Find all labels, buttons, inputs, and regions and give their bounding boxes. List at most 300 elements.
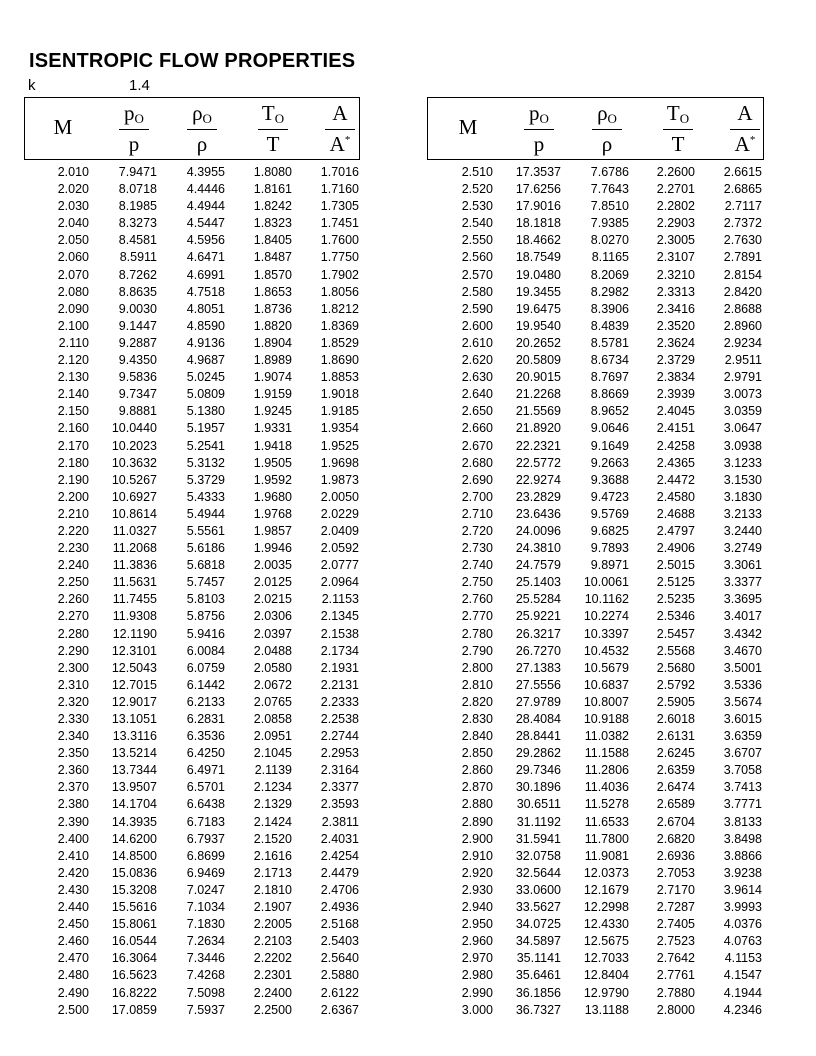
table-row [400, 796, 816, 813]
pressure-ratio-cell: 20.5809 [515, 353, 561, 368]
mach-cell: 2.550 [461, 233, 493, 248]
density-ratio-cell: 11.4036 [584, 780, 629, 795]
mach-cell: 2.120 [57, 353, 89, 368]
header-pressure-numerator: $p_O$ [529, 101, 549, 126]
area-ratio-cell: 1.8529 [320, 335, 359, 350]
mach-cell: 2.060 [57, 250, 89, 265]
header-temperature-numerator: $T_O$ [666, 101, 690, 126]
area-ratio-cell: 2.0964 [320, 575, 359, 590]
table-row [0, 728, 400, 745]
pressure-ratio-cell: 29.2862 [515, 746, 561, 761]
mach-cell: 2.990 [461, 985, 493, 1000]
temperature-ratio-cell: 2.1234 [253, 780, 292, 795]
mach-cell: 2.100 [57, 318, 89, 333]
area-ratio-cell: 3.2440 [723, 523, 762, 538]
pressure-ratio-cell: 8.5911 [119, 250, 157, 265]
temperature-ratio-cell: 1.8242 [253, 199, 292, 214]
header-density-denominator: ρ [196, 132, 208, 156]
density-ratio-cell: 8.0270 [590, 233, 629, 248]
mach-cell: 2.180 [57, 455, 89, 470]
mach-cell: 2.070 [57, 267, 89, 282]
header-area-ratio [730, 98, 760, 159]
area-ratio-cell: 3.1830 [723, 489, 762, 504]
table-row [0, 506, 400, 523]
pressure-ratio-cell: 18.4662 [515, 233, 561, 248]
mach-cell: 2.210 [57, 506, 89, 521]
mach-cell: 2.930 [461, 882, 493, 897]
temperature-ratio-cell: 2.2103 [253, 934, 292, 949]
k-value: 1.4 [129, 77, 150, 94]
mach-cell: 2.330 [57, 712, 89, 726]
table-row [0, 608, 400, 625]
table-row [0, 540, 400, 557]
area-ratio-cell: 4.0376 [723, 917, 762, 932]
temperature-ratio-cell: 2.5680 [656, 660, 695, 675]
area-ratio-cell: 3.5674 [723, 694, 762, 709]
pressure-ratio-cell: 12.5043 [111, 660, 157, 675]
temperature-ratio-cell: 1.8405 [253, 233, 292, 248]
area-ratio-cell: 2.1931 [320, 660, 359, 675]
pressure-ratio-cell: 19.0480 [515, 267, 561, 282]
header-pressure-numerator: $p_O$ [124, 101, 144, 126]
temperature-ratio-cell: 2.3107 [656, 250, 695, 265]
temperature-ratio-cell: 2.4906 [656, 541, 695, 556]
temperature-ratio-cell: 2.4580 [656, 489, 695, 504]
mach-cell: 2.480 [57, 968, 89, 983]
temperature-ratio-cell: 2.3313 [656, 284, 695, 299]
temperature-ratio-cell: 2.2202 [253, 951, 292, 966]
density-ratio-cell: 7.0247 [186, 882, 225, 897]
mach-cell: 2.880 [461, 797, 493, 812]
temperature-ratio-cell: 1.8904 [253, 335, 292, 350]
pressure-ratio-cell: 21.8920 [515, 421, 561, 436]
density-ratio-cell: 4.8590 [186, 318, 225, 333]
density-ratio-cell: 5.0809 [186, 387, 225, 402]
pressure-ratio-cell: 26.7270 [515, 643, 561, 658]
density-ratio-cell: 12.9790 [583, 985, 629, 1000]
temperature-ratio-cell: 2.0765 [253, 694, 292, 709]
area-ratio-cell: 2.8960 [723, 318, 762, 333]
pressure-ratio-cell: 9.5836 [118, 370, 157, 385]
table-row [0, 899, 400, 916]
temperature-ratio-cell: 2.2301 [253, 968, 292, 983]
temperature-ratio-cell: 1.9768 [253, 506, 292, 521]
table-row [0, 232, 400, 249]
mach-cell: 2.250 [57, 575, 89, 590]
table-row [400, 882, 816, 899]
pressure-ratio-cell: 15.3208 [111, 882, 157, 897]
table-row [400, 420, 816, 437]
temperature-ratio-cell: 2.3005 [656, 233, 695, 248]
temperature-ratio-cell: 2.1139 [254, 763, 292, 778]
table-row [400, 455, 816, 472]
mach-cell: 2.200 [57, 489, 89, 504]
mach-cell: 2.920 [461, 865, 493, 880]
table-row [400, 608, 816, 625]
temperature-ratio-cell: 2.1907 [253, 900, 292, 915]
table-row [400, 831, 816, 848]
density-ratio-cell: 10.6837 [583, 677, 629, 692]
pressure-ratio-cell: 10.8614 [111, 506, 157, 521]
temperature-ratio-cell: 2.4258 [656, 438, 695, 453]
header-area-denominator: A* [734, 132, 756, 156]
table-row [400, 591, 816, 608]
header-temperature-ratio [258, 98, 288, 159]
header-pressure-denominator: p [533, 132, 545, 156]
density-ratio-cell: 12.4330 [583, 917, 629, 932]
mach-cell: 2.520 [461, 182, 493, 197]
table-row [0, 660, 400, 677]
temperature-ratio-cell: 2.2500 [253, 1002, 292, 1017]
mach-cell: 2.450 [57, 917, 89, 932]
temperature-ratio-cell: 1.9245 [253, 404, 292, 419]
table-row [0, 745, 400, 762]
density-ratio-cell: 8.2982 [590, 284, 629, 299]
temperature-ratio-cell: 2.0215 [253, 592, 292, 607]
mach-cell: 2.150 [57, 404, 89, 419]
area-ratio-cell: 2.9511 [724, 353, 762, 368]
area-ratio-cell: 1.7160 [320, 182, 359, 197]
density-ratio-cell: 9.8971 [590, 558, 629, 573]
density-ratio-cell: 7.1034 [186, 900, 225, 915]
area-ratio-cell: 2.0409 [320, 523, 359, 538]
table-row [0, 198, 400, 215]
mach-cell: 2.960 [461, 934, 493, 949]
area-ratio-cell: 3.1530 [723, 472, 762, 487]
fraction-bar [524, 129, 554, 130]
temperature-ratio-cell: 2.3729 [656, 353, 695, 368]
pressure-ratio-cell: 34.5897 [515, 934, 561, 949]
mach-cell: 2.380 [57, 797, 89, 812]
temperature-ratio-cell: 2.6936 [656, 848, 695, 863]
area-ratio-cell: 1.7016 [320, 165, 359, 179]
density-ratio-cell: 10.8007 [583, 694, 629, 709]
area-ratio-cell: 2.9234 [723, 335, 762, 350]
fraction-bar [592, 129, 622, 130]
table-row [0, 796, 400, 813]
temperature-ratio-cell: 2.1810 [253, 882, 292, 897]
table-row [0, 369, 400, 386]
density-ratio-cell: 5.6186 [186, 541, 225, 556]
mach-cell: 2.910 [461, 848, 493, 863]
table-row [400, 335, 816, 352]
density-ratio-cell: 7.3446 [186, 951, 225, 966]
table-row [0, 967, 400, 984]
pressure-ratio-cell: 9.4350 [118, 353, 157, 368]
mach-cell: 2.830 [461, 712, 493, 726]
mach-cell: 2.850 [461, 746, 493, 761]
area-ratio-cell: 3.8866 [723, 848, 762, 863]
pressure-ratio-cell: 11.5631 [112, 575, 157, 590]
area-ratio-cell: 2.4479 [320, 865, 359, 880]
temperature-ratio-cell: 2.0125 [253, 575, 292, 590]
table-row [400, 164, 816, 181]
area-ratio-cell: 1.7750 [320, 250, 359, 265]
table-row [0, 438, 400, 455]
density-ratio-cell: 9.1649 [590, 438, 629, 453]
pressure-ratio-cell: 9.8881 [118, 404, 157, 419]
area-ratio-cell: 2.6122 [320, 985, 359, 1000]
density-ratio-cell: 4.6991 [186, 267, 225, 282]
mach-cell: 2.320 [57, 694, 89, 709]
pressure-ratio-cell: 12.9017 [111, 694, 157, 709]
table-row [400, 865, 816, 882]
density-ratio-cell: 5.8103 [186, 592, 225, 607]
pressure-ratio-cell: 14.6200 [111, 831, 157, 846]
mach-cell: 2.810 [461, 677, 493, 692]
area-ratio-cell: 2.5640 [320, 951, 359, 966]
area-ratio-cell: 2.0050 [320, 489, 359, 504]
density-ratio-cell: 4.4446 [186, 182, 225, 197]
table-row [400, 249, 816, 266]
pressure-ratio-cell: 11.7455 [112, 592, 157, 607]
temperature-ratio-cell: 2.3210 [656, 267, 695, 282]
fraction-bar [730, 129, 760, 130]
density-ratio-cell: 8.5781 [590, 335, 629, 350]
mach-cell: 2.080 [57, 284, 89, 299]
temperature-ratio-cell: 2.2903 [656, 216, 695, 231]
mach-cell: 2.270 [57, 609, 89, 624]
area-ratio-cell: 2.2744 [320, 729, 359, 744]
mach-cell: 2.630 [461, 370, 493, 385]
area-ratio-cell: 2.3811 [321, 814, 359, 829]
table-row [0, 848, 400, 865]
temperature-ratio-cell: 2.2701 [656, 182, 695, 197]
area-ratio-cell: 2.3593 [320, 797, 359, 812]
temperature-ratio-cell: 2.7880 [656, 985, 695, 1000]
mach-cell: 2.160 [57, 421, 89, 436]
density-ratio-cell: 10.0061 [583, 575, 629, 590]
temperature-ratio-cell: 2.6131 [656, 729, 695, 744]
temperature-ratio-cell: 2.6704 [656, 814, 695, 829]
mach-cell: 2.490 [57, 985, 89, 1000]
pressure-ratio-cell: 31.1192 [516, 814, 561, 829]
pressure-ratio-cell: 17.0859 [111, 1002, 157, 1017]
table-row [0, 472, 400, 489]
table-row [0, 557, 400, 574]
table-row [0, 301, 400, 318]
temperature-ratio-cell: 2.4688 [656, 506, 695, 521]
mach-cell: 2.350 [57, 746, 89, 761]
density-ratio-cell: 8.1165 [591, 250, 629, 265]
temperature-ratio-cell: 2.0672 [253, 677, 292, 692]
pressure-ratio-cell: 25.1403 [515, 575, 561, 590]
temperature-ratio-cell: 2.2802 [656, 199, 695, 214]
pressure-ratio-cell: 15.5616 [111, 900, 157, 915]
pressure-ratio-cell: 19.9540 [515, 318, 561, 333]
temperature-ratio-cell: 1.9331 [253, 421, 292, 436]
area-ratio-cell: 2.5880 [320, 968, 359, 983]
table-row [400, 386, 816, 403]
header-pressure-ratio [524, 98, 554, 159]
area-ratio-cell: 4.1153 [724, 951, 762, 966]
pressure-ratio-cell: 10.2023 [111, 438, 157, 453]
table-row [400, 814, 816, 831]
header-temperature-denominator: T [671, 132, 685, 156]
density-ratio-cell: 11.9081 [584, 848, 629, 863]
mach-cell: 2.780 [461, 626, 493, 641]
mach-cell: 2.500 [57, 1002, 89, 1017]
density-ratio-cell: 6.0759 [186, 660, 225, 675]
fraction-bar [325, 129, 355, 130]
pressure-ratio-cell: 25.5284 [515, 592, 561, 607]
pressure-ratio-cell: 21.2268 [515, 387, 561, 402]
area-ratio-cell: 3.6015 [723, 712, 762, 726]
area-ratio-cell: 2.8688 [723, 301, 762, 316]
table-row [400, 267, 816, 284]
area-ratio-cell: 1.7600 [320, 233, 359, 248]
temperature-ratio-cell: 2.4797 [656, 523, 695, 538]
table-row [400, 472, 816, 489]
mach-cell: 2.110 [58, 335, 89, 350]
table-row [0, 694, 400, 711]
pressure-ratio-cell: 13.9507 [111, 780, 157, 795]
pressure-ratio-cell: 28.4084 [515, 712, 561, 726]
area-ratio-cell: 3.2749 [723, 541, 762, 556]
mach-cell: 2.390 [57, 814, 89, 829]
table-row [400, 215, 816, 232]
temperature-ratio-cell: 2.2005 [253, 917, 292, 932]
mach-cell: 2.610 [461, 335, 493, 350]
table-row [400, 284, 816, 301]
table-row [0, 455, 400, 472]
area-ratio-cell: 3.7058 [723, 763, 762, 778]
table-row [0, 1002, 400, 1019]
right-table-body [400, 164, 816, 1019]
page-title: ISENTROPIC FLOW PROPERTIES [29, 50, 356, 72]
area-ratio-cell: 2.4936 [320, 900, 359, 915]
area-ratio-cell: 2.4706 [320, 882, 359, 897]
area-ratio-cell: 2.2333 [320, 694, 359, 709]
table-row [400, 506, 816, 523]
area-ratio-cell: 2.2953 [320, 746, 359, 761]
pressure-ratio-cell: 17.3537 [515, 165, 561, 179]
mach-cell: 2.370 [57, 780, 89, 795]
header-temperature-denominator: T [266, 132, 280, 156]
area-ratio-cell: 2.0592 [320, 541, 359, 556]
pressure-ratio-cell: 19.3455 [515, 284, 561, 299]
density-ratio-cell: 7.2634 [186, 934, 225, 949]
density-ratio-cell: 6.4971 [186, 763, 225, 778]
area-ratio-cell: 2.0229 [320, 506, 359, 521]
table-row [0, 643, 400, 660]
table-row [400, 848, 816, 865]
area-ratio-cell: 3.3695 [723, 592, 762, 607]
table-row [400, 489, 816, 506]
density-ratio-cell: 7.5937 [186, 1002, 225, 1017]
density-ratio-cell: 8.7697 [590, 370, 629, 385]
density-ratio-cell: 5.6818 [186, 558, 225, 573]
area-ratio-cell: 2.5403 [320, 934, 359, 949]
pressure-ratio-cell: 22.9274 [515, 472, 561, 487]
density-ratio-cell: 5.1380 [186, 404, 225, 419]
temperature-ratio-cell: 2.1520 [253, 831, 292, 846]
temperature-ratio-cell: 2.3624 [656, 335, 695, 350]
mach-cell: 2.360 [57, 763, 89, 778]
table-row [0, 865, 400, 882]
table-row [0, 711, 400, 728]
pressure-ratio-cell: 18.1818 [515, 216, 561, 231]
area-ratio-cell: 3.0938 [723, 438, 762, 453]
pressure-ratio-cell: 16.5623 [111, 968, 157, 983]
table-row [0, 950, 400, 967]
density-ratio-cell: 10.9188 [583, 712, 629, 726]
density-ratio-cell: 5.7457 [186, 575, 225, 590]
pressure-ratio-cell: 31.5941 [515, 831, 561, 846]
density-ratio-cell: 7.7643 [590, 182, 629, 197]
table-row [0, 626, 400, 643]
temperature-ratio-cell: 1.8736 [253, 301, 292, 316]
area-ratio-cell: 1.7305 [320, 199, 359, 214]
mach-cell: 2.750 [461, 575, 493, 590]
mach-cell: 2.640 [461, 387, 493, 402]
density-ratio-cell: 6.7183 [186, 814, 225, 829]
density-ratio-cell: 11.1588 [584, 746, 629, 761]
mach-cell: 2.840 [461, 729, 493, 744]
mach-cell: 2.090 [57, 301, 89, 316]
area-ratio-cell: 1.8056 [320, 284, 359, 299]
pressure-ratio-cell: 27.9789 [515, 694, 561, 709]
area-ratio-cell: 2.2131 [320, 677, 359, 692]
header-mach [450, 98, 486, 159]
pressure-ratio-cell: 26.3217 [515, 626, 561, 641]
temperature-ratio-cell: 2.7053 [656, 865, 695, 880]
density-ratio-cell: 9.2663 [590, 455, 629, 470]
density-ratio-cell: 5.5561 [186, 523, 225, 538]
temperature-ratio-cell: 2.4045 [656, 404, 695, 419]
area-ratio-cell: 2.7891 [723, 250, 762, 265]
table-row [400, 626, 816, 643]
header-temperature-numerator: $T_O$ [261, 101, 285, 126]
density-ratio-cell: 6.5701 [186, 780, 225, 795]
pressure-ratio-cell: 17.6256 [515, 182, 561, 197]
table-row [0, 249, 400, 266]
temperature-ratio-cell: 2.4151 [656, 421, 695, 436]
pressure-ratio-cell: 14.1704 [111, 797, 157, 812]
density-ratio-cell: 6.1442 [186, 677, 225, 692]
area-ratio-cell: 2.6865 [723, 182, 762, 197]
area-ratio-cell: 3.2133 [723, 506, 762, 521]
area-ratio-cell: 2.1538 [320, 626, 359, 641]
left-table-body [0, 164, 400, 1019]
mach-cell: 2.190 [57, 472, 89, 487]
density-ratio-cell: 5.4333 [186, 489, 225, 504]
table-row [0, 318, 400, 335]
header-area-numerator: A [332, 101, 348, 125]
pressure-ratio-cell: 11.2068 [112, 541, 157, 556]
table-row [400, 933, 816, 950]
temperature-ratio-cell: 2.2600 [656, 165, 695, 179]
header-density-numerator: $\rho_O$ [597, 101, 617, 126]
table-row [400, 899, 816, 916]
pressure-ratio-cell: 25.9221 [515, 609, 561, 624]
mach-cell: 2.470 [57, 951, 89, 966]
temperature-ratio-cell: 1.8820 [253, 318, 292, 333]
density-ratio-cell: 4.9136 [186, 335, 225, 350]
mach-cell: 2.440 [57, 900, 89, 915]
pressure-ratio-cell: 18.7549 [515, 250, 561, 265]
pressure-ratio-cell: 35.6461 [515, 968, 561, 983]
mach-cell: 2.870 [461, 780, 493, 795]
table-row [0, 403, 400, 420]
pressure-ratio-cell: 21.5569 [515, 404, 561, 419]
temperature-ratio-cell: 2.5905 [656, 694, 695, 709]
area-ratio-cell: 2.4254 [320, 848, 359, 863]
area-ratio-cell: 2.1153 [321, 592, 359, 607]
temperature-ratio-cell: 2.5125 [656, 575, 695, 590]
area-ratio-cell: 2.7372 [723, 216, 762, 231]
table-row [0, 933, 400, 950]
